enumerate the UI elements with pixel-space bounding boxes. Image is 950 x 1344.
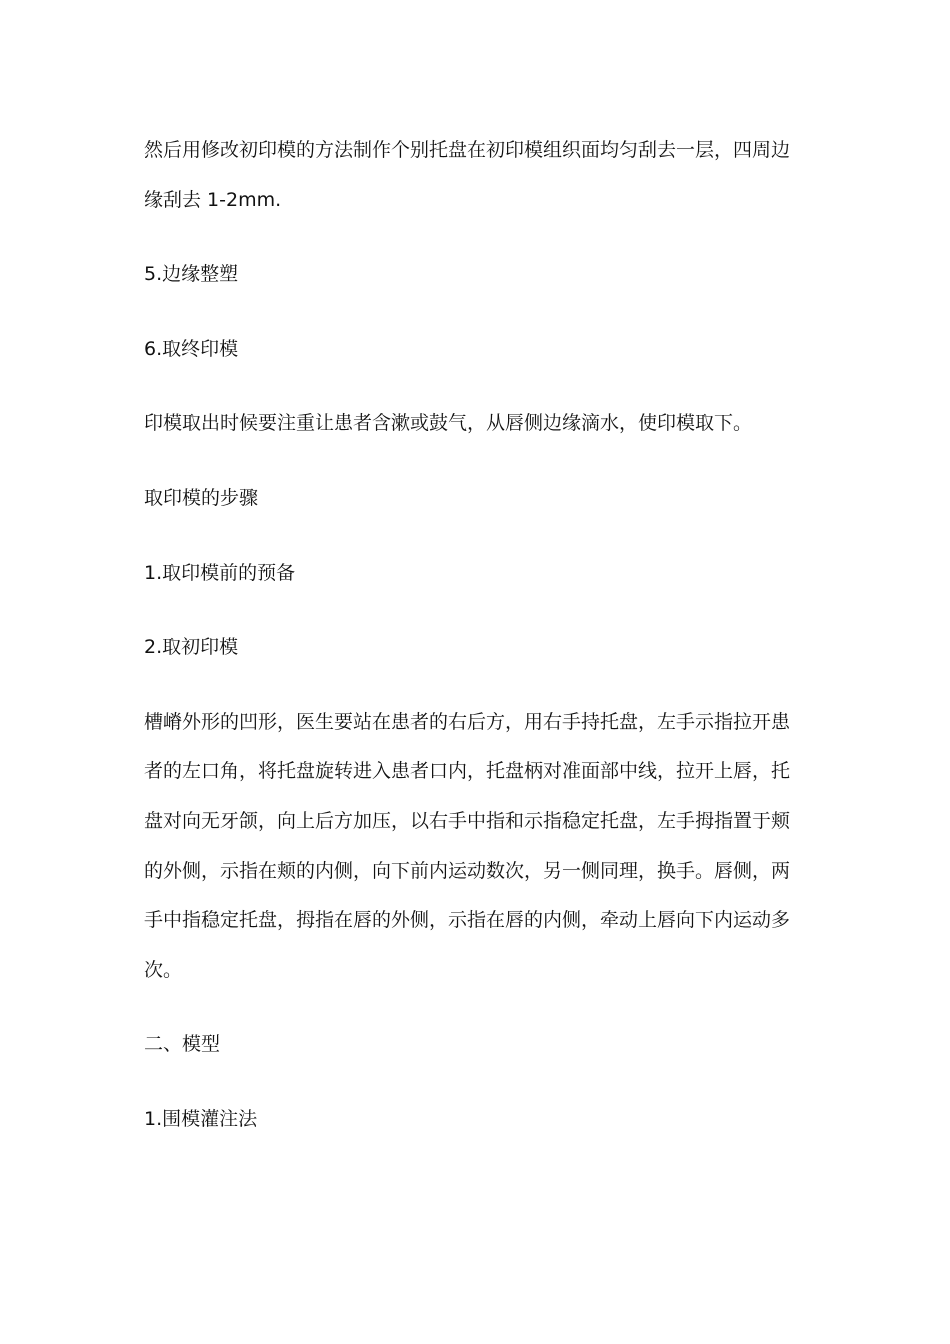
paragraph-gap	[144, 995, 808, 1020]
heading-boxing-pour: 1.围模灌注法	[144, 1107, 258, 1130]
heading-models: 二、模型	[144, 1033, 221, 1056]
heading-border-molding: 5.边缘整塑	[144, 263, 239, 286]
paragraph-gap	[144, 673, 808, 698]
heading-impression-steps: 取印模的步骤	[144, 486, 259, 509]
heading-preliminary-impression: 2.取初印模	[144, 636, 239, 659]
paragraph-impression-removal: 印模取出时候要注重让患者含漱或鼓气，从唇侧边缘滴水，使印模取下。	[144, 412, 753, 435]
paragraph-tray-preparation: 然后用修改初印模的方法制作个别托盘在初印模组织面均匀刮去一层，四周边缘刮去 1-2mm.	[144, 139, 791, 211]
document-body	[144, 126, 808, 1145]
paragraph-gap	[144, 449, 808, 474]
paragraph-gap	[144, 524, 808, 549]
heading-preparation: 1.取印模前的预备	[144, 561, 296, 584]
heading-final-impression: 6.取终印模	[144, 337, 239, 360]
paragraph-gap	[144, 598, 808, 623]
paragraph-gap	[144, 300, 808, 325]
paragraph-impression-procedure: 槽嵴外形的凹形，医生要站在患者的右后方，用右手持托盘，左手示指拉开患者的左口角，将托盘旋转进入患者口内，托盘柄对准面部中线，拉开上唇，托盘对向无牙颌，向上后方加压，以右手中指和示指稳定托盘，左手拇指置于颊的外侧，示指在颊的内侧，向下前内运动数次，另一侧同理，换手。唇侧，两手中指稳定托盘，拇指在唇的外侧，示指在唇的内侧，牵动上唇向下内运动多次。	[144, 710, 791, 981]
paragraph-gap	[144, 1070, 808, 1095]
paragraph-gap	[144, 374, 808, 399]
paragraph-gap	[144, 225, 808, 250]
